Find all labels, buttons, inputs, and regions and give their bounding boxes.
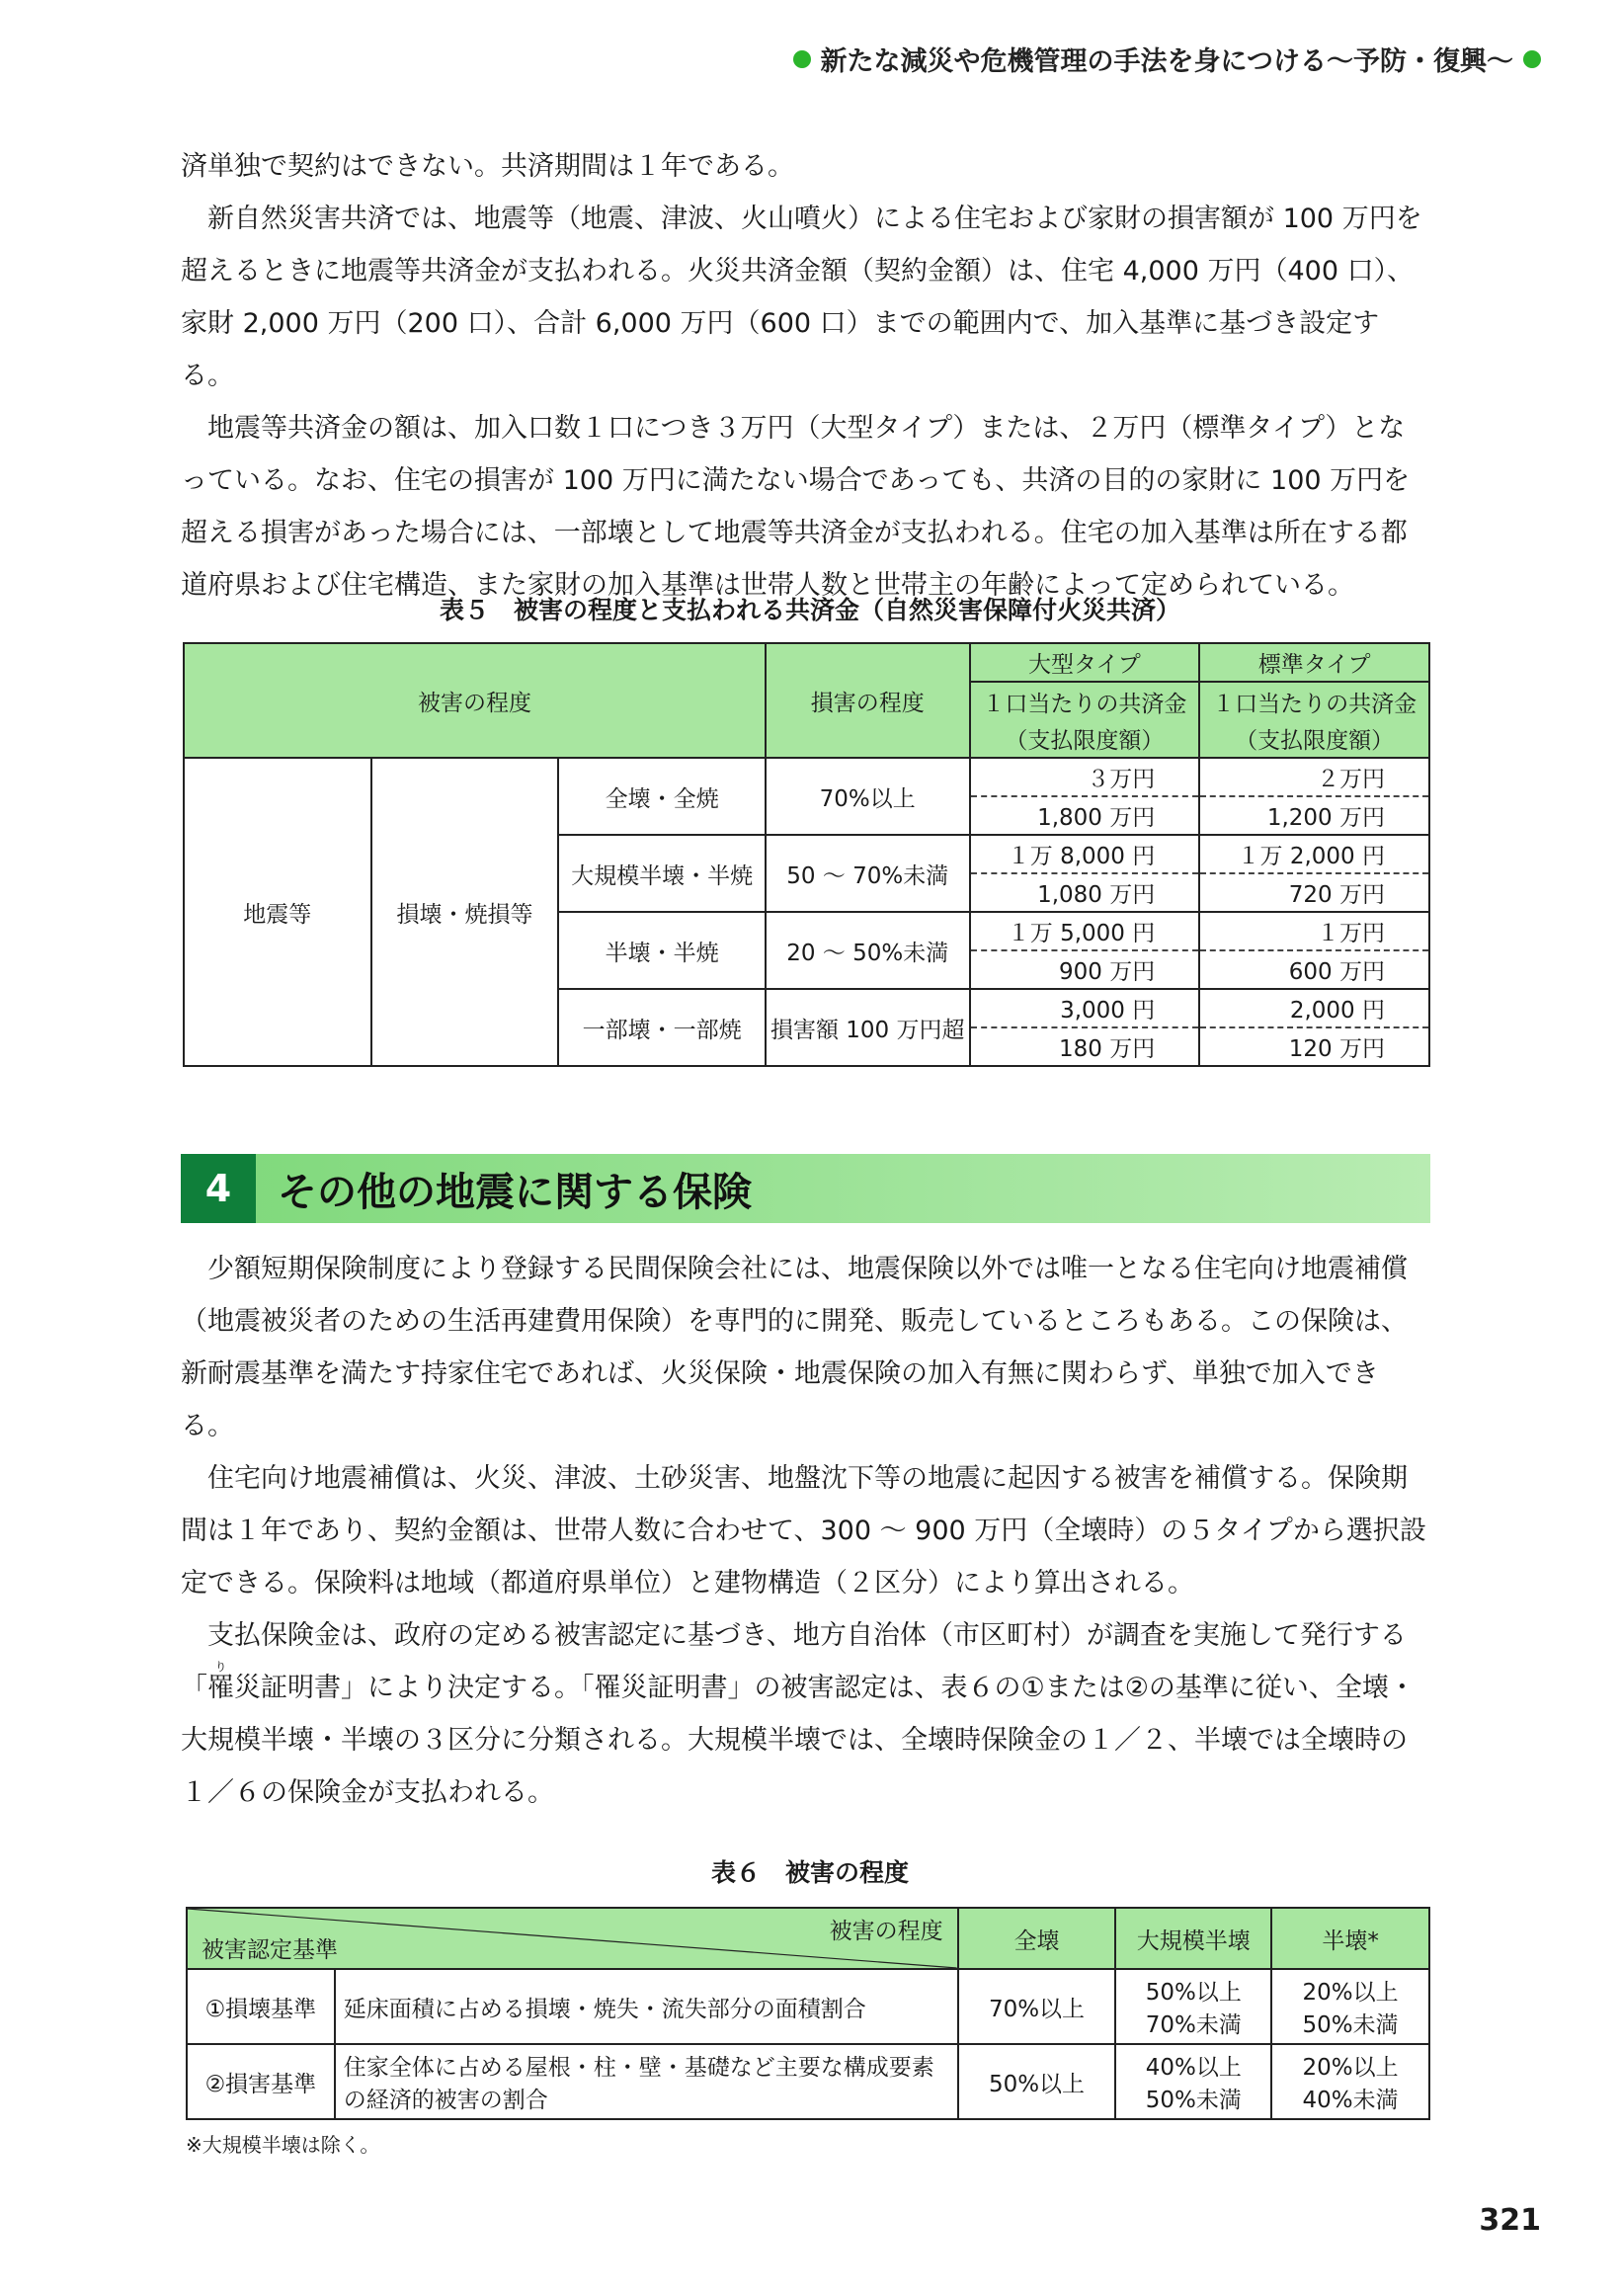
- criterion-name: ①損壊基準: [187, 1969, 335, 2044]
- standard-per-unit: １万円: [1199, 912, 1429, 950]
- paragraph: 地震等共済金の額は、加入口数１口につき３万円（大型タイプ）または、２万円（標準タイプ）となっている。なお、住宅の損害が 100 万円に満たない場合であっても、共済の目的の家財に 100 万円を超える損害があった場合には、一部壊として地震等共済金が支払われる。住宅の加入基準は所在する都道府県および住宅構造、また家財の加入基準は世帯人数と世帯主の年齢によって定められている。: [181, 413, 1411, 601]
- intro-text: [181, 140, 1430, 612]
- criterion-desc: 延床面積に占める損壊・焼失・流失部分の面積割合: [335, 1969, 958, 2044]
- range-max: 70%未満: [1145, 2012, 1242, 2038]
- paragraph: [181, 1609, 1430, 1819]
- large-per-unit: 3,000 円: [970, 989, 1200, 1027]
- loss-level: 50 ～ 70%未満: [766, 835, 970, 912]
- header-per-unit: １口当たりの共済金: [1199, 682, 1429, 720]
- section-heading: [181, 1154, 1430, 1223]
- standard-per-unit: 2,000 円: [1199, 989, 1429, 1027]
- criterion-name: ②損害基準: [187, 2044, 335, 2119]
- loss-level: 損害額 100 万円超: [766, 989, 970, 1066]
- total-value: 50%以上: [958, 2044, 1116, 2119]
- range-max: 50%未満: [1145, 2088, 1242, 2113]
- running-title: 新たな減災や危機管理の手法を身につける～予防・復興～: [820, 46, 1513, 77]
- large-per-unit: ３万円: [970, 758, 1200, 796]
- header-standard-type: 標準タイプ: [1199, 643, 1429, 682]
- bullet-dot-icon: [793, 50, 811, 68]
- header-half: 半壊*: [1271, 1908, 1429, 1969]
- standard-limit: 720 万円: [1199, 873, 1429, 912]
- large-value: [1115, 2044, 1271, 2119]
- standard-per-unit: １万 2,000 円: [1199, 835, 1429, 873]
- running-header: [793, 40, 1541, 78]
- paragraph: 少額短期保険制度により登録する民間保険会社には、地震保険以外では唯一となる住宅向け地震補償（地震被災者のための生活再建費用保険）を専門的に開発、販売しているところもある。この保険は、新耐震基準を満たす持家住宅であれば、火災保険・地震保険の加入有無に関わらず、単独で加入できる。: [181, 1254, 1408, 1441]
- section-title: その他の地震に関する保険: [278, 1169, 752, 1215]
- header-loss: 損害の程度: [766, 643, 970, 758]
- half-value: [1271, 1969, 1429, 2044]
- table6-corner-header: [187, 1908, 958, 1969]
- paragraph: 済単独で契約はできない。共済期間は１年である。: [181, 151, 794, 182]
- table5-caption: 表５ 被害の程度と支払われる共済金（自然災害保障付火災共済）: [439, 596, 1180, 624]
- range-max: 50%未満: [1302, 2012, 1399, 2038]
- large-value: [1115, 1969, 1271, 2044]
- large-per-unit: １万 8,000 円: [970, 835, 1200, 873]
- half-value: [1271, 2044, 1429, 2119]
- table5: [183, 642, 1430, 1067]
- table-footnote: ※大規模半壊は除く。: [186, 2133, 380, 2157]
- paragraph: 新自然災害共済では、地震等（地震、津波、火山噴火）による住宅および家財の損害額が 100 万円を超えるときに地震等共済金が支払われる。火災共済金額（契約金額）は、住宅 4,000 万円（400 口）、家財 2,000 万円（200 口）、合計 6,000 万円（600 口）までの範囲内で、加入基準に基づき設定する。: [181, 204, 1422, 391]
- large-limit: 1,080 万円: [970, 873, 1200, 912]
- standard-limit: 1,200 万円: [1199, 796, 1429, 835]
- page-number: 321: [1479, 2203, 1541, 2238]
- standard-per-unit: ２万円: [1199, 758, 1429, 796]
- total-value: 70%以上: [958, 1969, 1116, 2044]
- range-max: 40%未満: [1302, 2088, 1399, 2113]
- loss-level: 20 ～ 50%未満: [766, 912, 970, 989]
- section4-text: [181, 1243, 1430, 1819]
- category-damage: 損壊・焼損等: [371, 758, 559, 1066]
- paragraph-text: 支払保険金は、政府の定める被害認定に基づき、地方自治体（市区町村）が調査を実施して発行する「: [181, 1620, 1407, 1703]
- standard-limit: 120 万円: [1199, 1027, 1429, 1066]
- damage-level: 半壊・半焼: [558, 912, 766, 989]
- ruby-reading: り: [207, 1660, 234, 1674]
- corner-bottom-label: 被害認定基準: [202, 1937, 338, 1963]
- damage-level: 一部壊・一部焼: [558, 989, 766, 1066]
- large-limit: 900 万円: [970, 950, 1200, 989]
- damage-level: 大規模半壊・半焼: [558, 835, 766, 912]
- range-min: 20%以上: [1302, 1980, 1399, 2006]
- header-large-type: 大型タイプ: [970, 643, 1200, 682]
- corner-top-label: 被害の程度: [829, 1919, 943, 1944]
- header-limit: （支払限度額）: [970, 720, 1200, 758]
- ruby-base: 罹: [207, 1673, 234, 1703]
- large-limit: 1,800 万円: [970, 796, 1200, 835]
- criterion-desc: 住家全体に占める屋根・柱・壁・基礎など主要な構成要素の経済的被害の割合: [335, 2044, 958, 2119]
- large-per-unit: １万 5,000 円: [970, 912, 1200, 950]
- header-extent: 被害の程度: [184, 643, 766, 758]
- loss-level: 70%以上: [766, 758, 970, 835]
- standard-limit: 600 万円: [1199, 950, 1429, 989]
- header-limit: （支払限度額）: [1199, 720, 1429, 758]
- table6: [186, 1907, 1430, 2120]
- range-min: 40%以上: [1145, 2055, 1242, 2081]
- category-earthquake: 地震等: [184, 758, 371, 1066]
- damage-level: 全壊・全焼: [558, 758, 766, 835]
- ruby-annotation: [207, 1660, 234, 1703]
- section-number: 4: [181, 1154, 256, 1223]
- large-limit: 180 万円: [970, 1027, 1200, 1066]
- bullet-dot-icon: [1523, 50, 1541, 68]
- paragraph-text: 災証明書」により決定する。「罹災証明書」の被害認定は、表６の①または②の基準に従い、全壊・大規模半壊・半壊の３区分に分類される。大規模半壊では、全壊時保険金の１／２、半壊では全壊時の１／６の保険金が支払われる。: [181, 1673, 1416, 1808]
- header-per-unit: １口当たりの共済金: [970, 682, 1200, 720]
- paragraph: 住宅向け地震補償は、火災、津波、土砂災害、地盤沈下等の地震に起因する被害を補償する。保険期間は１年であり、契約金額は、世帯人数に合わせて、300 ～ 900 万円（全壊時）の５タイプから選択設定できる。保険料は地域（都道府県単位）と建物構造（２区分）により算出される。: [181, 1463, 1426, 1599]
- header-total: 全壊: [958, 1908, 1116, 1969]
- table6-caption: 表６ 被害の程度: [710, 1858, 909, 1887]
- header-large: 大規模半壊: [1115, 1908, 1271, 1969]
- range-min: 50%以上: [1145, 1980, 1242, 2006]
- range-min: 20%以上: [1302, 2055, 1399, 2081]
